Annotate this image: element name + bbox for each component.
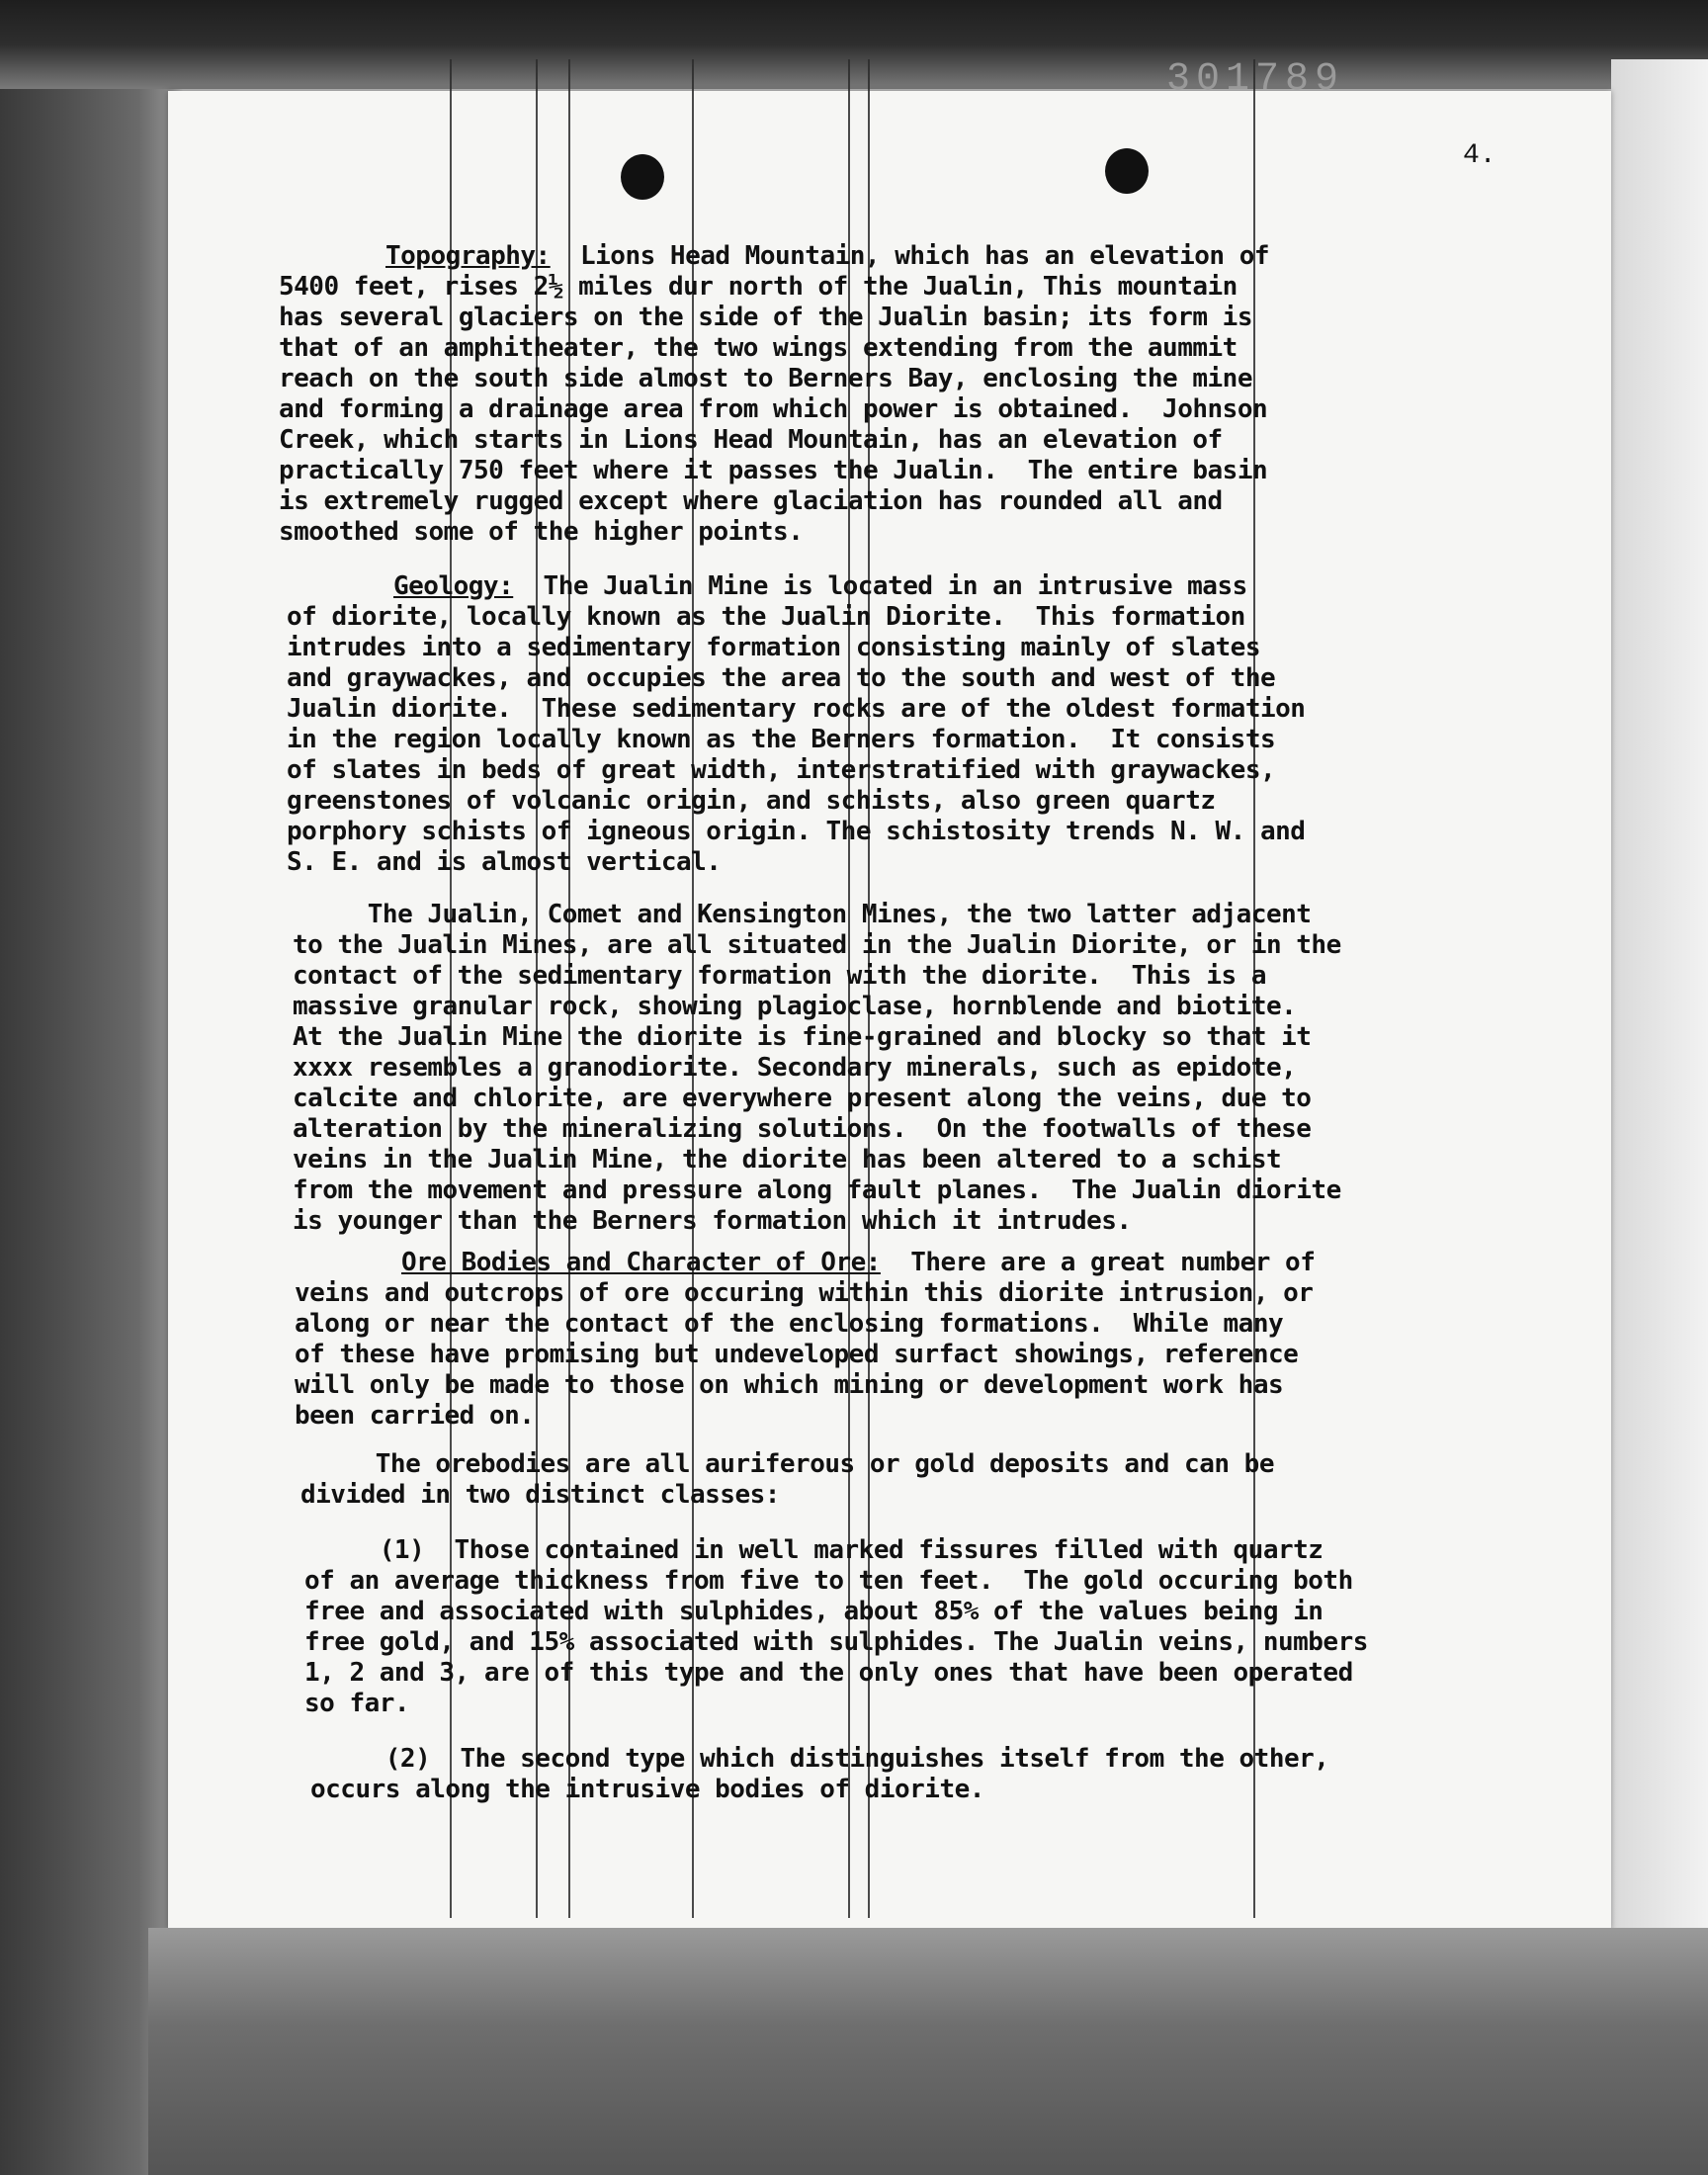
mines-line: calcite and chlorite, are everywhere present along the veins, due to bbox=[293, 1084, 1312, 1113]
class-one-line: free and associated with sulphides, about 85% of the values being in bbox=[304, 1597, 1324, 1626]
mines-line: massive granular rock, showing plagioclase, hornblende and biotite. bbox=[293, 992, 1297, 1021]
topography-line: Topography: Lions Head Mountain, which has an elevation of bbox=[385, 241, 1270, 271]
geology-line: Geology: The Jualin Mine is located in an intrusive mass bbox=[393, 571, 1247, 601]
mines-line: xxxx resembles a granodiorite. Secondary minerals, such as epidote, bbox=[293, 1053, 1297, 1083]
mines-line: The Jualin, Comet and Kensington Mines, the two latter adjacent bbox=[293, 900, 1312, 929]
geology-line: Jualin diorite. These sedimentary rocks are of the oldest formation bbox=[287, 694, 1306, 724]
ore-bodies-heading: Ore Bodies and Character of Ore: bbox=[401, 1248, 881, 1277]
classes-line: The orebodies are all auriferous or gold deposits and can be bbox=[300, 1449, 1274, 1479]
topography-line: Creek, which starts in Lions Head Mountain, has an elevation of bbox=[279, 425, 1223, 455]
geology-line: of slates in beds of great width, interstratified with graywackes, bbox=[287, 755, 1276, 785]
topography-line: 5400 feet, rises 2½ miles dur north of the Jualin, This mountain bbox=[279, 272, 1238, 302]
scan-bottom-shadow bbox=[148, 1928, 1708, 2175]
class-one-line: of an average thickness from five to ten feet. The gold occuring both bbox=[304, 1566, 1353, 1596]
mines-line: veins in the Jualin Mine, the diorite has been altered to a schist bbox=[293, 1145, 1282, 1174]
geology-line: greenstones of volcanic origin, and schists, also green quartz bbox=[287, 786, 1216, 816]
topography-line: and forming a drainage area from which power is obtained. Johnson bbox=[279, 394, 1268, 424]
topography-line: smoothed some of the higher points. bbox=[279, 517, 804, 547]
ore-bodies-line: been carried on. bbox=[295, 1401, 535, 1431]
class-two-line: (2) The second type which distinguishes itself from the other, bbox=[310, 1744, 1329, 1774]
class-one-line: so far. bbox=[304, 1689, 410, 1718]
class-one-line: (1) Those contained in well marked fissures filled with quartz bbox=[304, 1535, 1324, 1565]
mines-line: from the movement and pressure along fault planes. The Jualin diorite bbox=[293, 1175, 1341, 1205]
topography-line: practically 750 feet where it passes the Jualin. The entire basin bbox=[279, 456, 1268, 485]
scan-right-margin bbox=[1611, 59, 1708, 2175]
topography-line: has several glaciers on the side of the Jualin basin; its form is bbox=[279, 303, 1252, 332]
document-stamp: 301789 bbox=[1166, 57, 1345, 102]
geology-line: in the region locally known as the Berners formation. It consists bbox=[287, 725, 1276, 754]
ore-bodies-line: will only be made to those on which mining or development work has bbox=[295, 1370, 1284, 1400]
page-number: 4. bbox=[1463, 140, 1496, 171]
class-two-line: occurs along the intrusive bodies of diorite. bbox=[310, 1775, 984, 1804]
punch-hole bbox=[1105, 148, 1149, 194]
classes-line: divided in two distinct classes: bbox=[300, 1480, 780, 1510]
mines-line: alteration by the mineralizing solutions. On the footwalls of these bbox=[293, 1114, 1312, 1144]
mines-line: is younger than the Berners formation which it intrudes. bbox=[293, 1206, 1132, 1236]
mines-line: contact of the sedimentary formation with the diorite. This is a bbox=[293, 961, 1266, 991]
topography-heading: Topography: bbox=[385, 241, 551, 271]
geology-line: porphory schists of igneous origin. The schistosity trends N. W. and bbox=[287, 817, 1306, 846]
ore-bodies-line: along or near the contact of the enclosing formations. While many bbox=[295, 1309, 1284, 1339]
topography-line: reach on the south side almost to Berners Bay, enclosing the mine bbox=[279, 364, 1252, 393]
class-one-line: 1, 2 and 3, are of this type and the only ones that have been operated bbox=[304, 1658, 1353, 1688]
geology-line: S. E. and is almost vertical. bbox=[287, 847, 722, 877]
ore-bodies-line: veins and outcrops of ore occuring within this diorite intrusion, or bbox=[295, 1278, 1314, 1308]
mines-line: to the Jualin Mines, are all situated in the Jualin Diorite, or in the bbox=[293, 930, 1341, 960]
topography-line: is extremely rugged except where glaciation has rounded all and bbox=[279, 486, 1223, 516]
geology-line: of diorite, locally known as the Jualin Diorite. This formation bbox=[287, 602, 1245, 632]
ore-bodies-line: of these have promising but undeveloped surfact showings, reference bbox=[295, 1340, 1299, 1369]
class-one-line: free gold, and 15% associated with sulphides. The Jualin veins, numbers bbox=[304, 1627, 1368, 1657]
ore-bodies-line: Ore Bodies and Character of Ore: There are a great number of bbox=[401, 1248, 1316, 1277]
mines-line: At the Jualin Mine the diorite is fine-grained and blocky so that it bbox=[293, 1022, 1312, 1052]
punch-hole bbox=[621, 154, 664, 200]
scan-top-shadow bbox=[0, 0, 1708, 89]
geology-line: intrudes into a sedimentary formation consisting mainly of slates bbox=[287, 633, 1260, 662]
geology-line: and graywackes, and occupies the area to the south and west of the bbox=[287, 663, 1276, 693]
geology-heading: Geology: bbox=[393, 571, 514, 601]
topography-line: that of an amphitheater, the two wings extending from the aummit bbox=[279, 333, 1238, 363]
